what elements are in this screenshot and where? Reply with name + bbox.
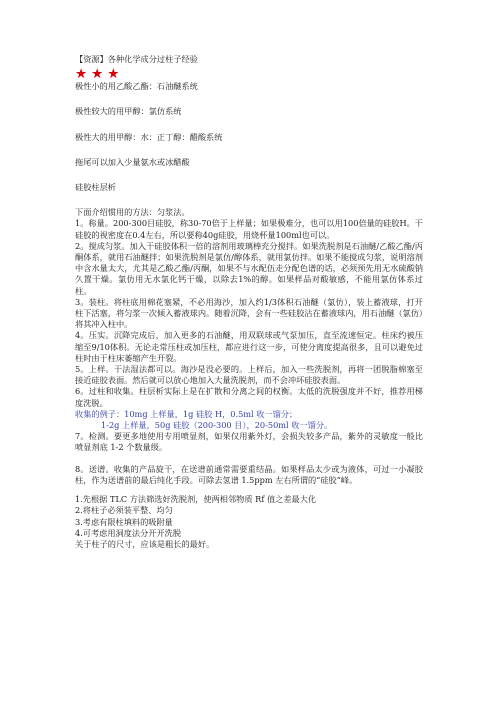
step-2-slurry: 2。搅成匀浆。加入干硅胶体积一倍的溶剂用玻璃棒充分搅拌。如果洗脱剂是石油醚/乙酸乙酯/丙酮体系，就用石油醚拌；如果洗脱剂是氯仿/醇体系，就用氯仿拌。如果不能搅成匀浆，说明溶剂中含水量太大，尤其是乙酸乙酯/丙酮，如果不与水配伍走分配色谱的话，必须预先用无水硫酸钠久置干燥。氯仿用无水氯化钙干燥，以除去1%的醇。如果样品对酸敏感，不能用氯仿体系过柱。 <box>75 240 423 296</box>
step-1-weigh: 1。称量。200-300目硅胶，称30-70倍于上样量；如果极难分，也可以用100倍量的硅胶H。干硅胶的视密度在0.4左右，所以要称40g硅胶，用烧杯量100ml也可以。 <box>75 218 423 240</box>
tip-item: 2.将柱子必须装平整、均匀 <box>75 505 173 516</box>
document-page <box>75 54 423 550</box>
step-7-detect: 7。检测。要更多地使用专用喷显剂，如果仅用紫外灯，会损失较多产品，紫外的灵敏度一般比喷显剂底 1-2 个数量级。 <box>75 431 423 453</box>
section-heading: 硅胶柱层析 <box>75 182 116 193</box>
step-8-submit: 8。送谱。收集的产品旋干，在送谱前通常需要重结晶。如果样品太少或为液体，可过一小凝胶柱，作为送谱前的最后纯化手段。可除去氢谱 1.5ppm 左右所谓的“硅胶”峰。 <box>75 463 423 485</box>
tip-item: 1.先根据 TLC 方法筛选好洗脱剂，使两相邻物质 Rf 值之差最大化 <box>75 494 317 505</box>
collect-example-1: 收集的例子：10mg 上样量，1g 硅胶 H，0.5ml 收一馏分； <box>75 408 298 419</box>
tip-item: 关于柱子的尺寸，应该是粗长的最好。 <box>75 538 215 549</box>
tip-item: 3.考虑有限柱填料的吸附量 <box>75 516 173 527</box>
collect-example-2: 1-2g 上样量，50g 硅胶（200-300 目），20-50ml 收一馏分。 <box>101 420 333 431</box>
step-3-pack: 3。装柱。将柱底用棉花塞紧，不必用海沙，加入约1/3体积石油醚（氯仿），装上蓄液球，打开柱下活塞，将匀浆一次倾入蓄液球内。随着沉降，会有一些硅胶沾在蓄液球内，用石油醚（氯仿）将其冲入柱中。 <box>75 296 423 330</box>
tip-item: 4.可考虑用洞度法分开开洗脱 <box>75 527 182 538</box>
intro-text: 下面介绍惯用的方法：匀浆法。 <box>75 207 190 218</box>
system-small-polarity: 极性小的用乙酸乙酯：石油醚系统 <box>75 81 198 92</box>
tailing-tip: 拖尾可以加入少量氨水或冰醋酸 <box>75 156 190 167</box>
star-icon: ★ <box>91 66 104 83</box>
system-large-polarity: 极性较大的用甲醇：氯仿系统 <box>75 106 182 117</box>
step-6-elute: 6。过柱和收集。柱层析实际上是在扩散和分离之间的权衡。太低的洗脱强度并不好，推荐用梯度洗脱。 <box>75 386 423 408</box>
rating-stars <box>75 68 423 81</box>
system-very-large-polarity: 极性大的用甲醇：水：正丁醇：醋酸系统 <box>75 131 223 142</box>
step-4-compact: 4。压实。沉降完成后，加入更多的石油醚，用双联球或气泵加压，直至流速恒定。柱床约被压缩至9/10体积。无论走常压柱或加压柱，都应进行这一步，可使分离度提高很多，且可以避免过柱时由于柱床萎缩产生开裂。 <box>75 330 423 363</box>
step-5-load: 5。上样。干法湿法都可以。海沙是没必要的。上样后，加入一些洗脱剂，再将一团脱脂棉塞至接近硅胶表面。然后就可以放心地加入大量洗脱剂，而不会冲坏硅胶表面。 <box>75 364 423 386</box>
star-icon: ★ <box>75 66 88 83</box>
star-icon: ★ <box>107 66 120 83</box>
document-title: 【资源】各种化学成分过柱子经验 <box>75 54 198 64</box>
